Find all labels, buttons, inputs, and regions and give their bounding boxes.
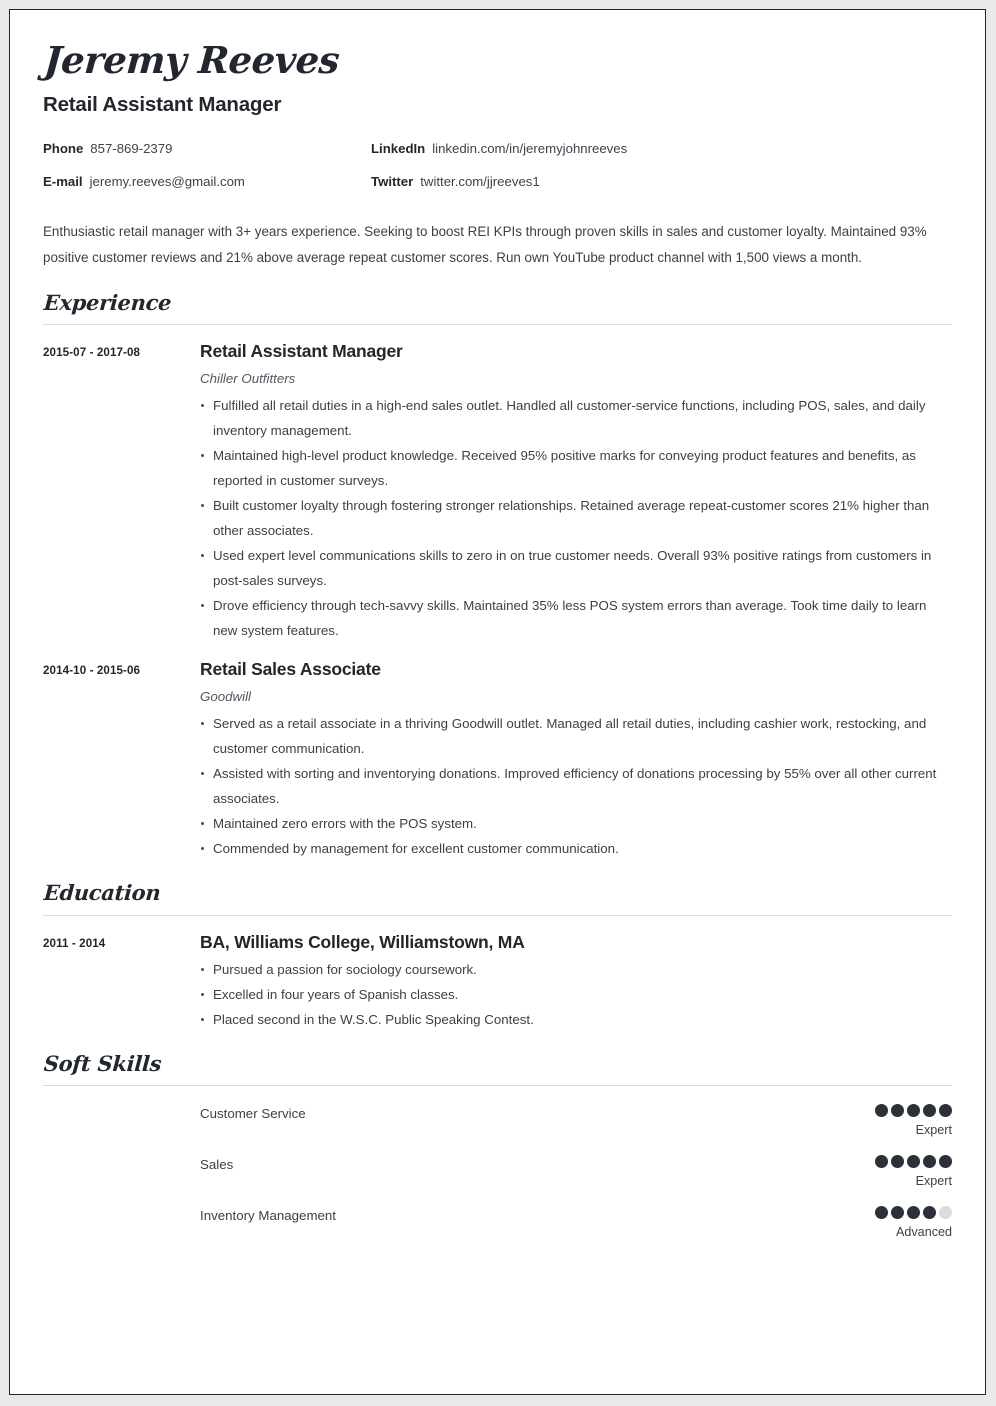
entry-body <box>200 932 952 1032</box>
rating-dot-filled <box>923 1155 936 1168</box>
skill-level-label: Advanced <box>895 1224 952 1239</box>
bullet-item: Fulfilled all retail duties in a high-end sales outlet. Handled all customer-service functions, including POS, sales, and daily inventory management. <box>200 393 952 443</box>
contact-label: Phone <box>43 141 84 156</box>
section-divider <box>43 324 952 325</box>
contact-value: 857-869-2379 <box>90 141 173 156</box>
skill-row <box>43 1206 952 1239</box>
contact-item-twitter[interactable] <box>371 174 540 189</box>
skill-level-label: Expert <box>915 1122 952 1137</box>
skill-label: Customer Service <box>200 1105 306 1121</box>
contact-row <box>43 141 952 174</box>
contact-value[interactable]: linkedin.com/in/jeremyjohnreeves <box>432 141 628 156</box>
education-entry <box>43 932 952 1032</box>
rating-dot-filled <box>939 1155 952 1168</box>
skill-dots <box>842 1155 952 1168</box>
rating-dot-filled <box>875 1104 888 1117</box>
bullet-item: Served as a retail associate in a thriving Goodwill outlet. Managed all retail duties, including cashier work, restocking, and customer communication. <box>200 711 952 761</box>
entry-company: Chiller Outfitters <box>200 371 296 387</box>
section-title-education: Education <box>43 880 162 906</box>
entry-date: 2015-07 - 2017-08 <box>43 346 141 360</box>
contact-value[interactable]: twitter.com/jjreeves1 <box>420 174 540 189</box>
rating-dot-filled <box>875 1206 888 1219</box>
rating-dot-filled <box>939 1104 952 1117</box>
rating-dot-filled <box>907 1104 920 1117</box>
rating-dot-filled <box>891 1104 904 1117</box>
bullet-item: Maintained zero errors with the POS system. <box>200 811 952 836</box>
section-experience <box>43 291 952 861</box>
bullet-item: Maintained high-level product knowledge. Received 95% positive marks for conveying product features and benefits, as reported in customer surveys. <box>200 443 952 493</box>
resume-page <box>9 9 986 1395</box>
rating-dot-filled <box>875 1155 888 1168</box>
candidate-headline: Retail Assistant Manager <box>43 93 282 116</box>
entry-degree: BA, Williams College, Williamstown, MA <box>200 931 525 952</box>
skill-rating <box>842 1206 952 1239</box>
bullet-item: Built customer loyalty through fostering stronger relationships. Retained average repeat-customer scores 21% higher than other associates. <box>200 493 952 543</box>
contact-item-phone <box>43 141 371 156</box>
section-title-experience: Experience <box>43 290 173 315</box>
skill-row <box>43 1104 952 1137</box>
section-education <box>43 881 952 1031</box>
contact-item-email[interactable] <box>43 174 371 189</box>
entry-bullet-list <box>200 711 952 861</box>
contact-label: LinkedIn <box>371 141 426 156</box>
skill-rating <box>842 1155 952 1188</box>
rating-dot-empty <box>939 1206 952 1219</box>
contact-details <box>43 141 952 207</box>
bullet-item: Assisted with sorting and inventorying donations. Improved efficiency of donations processing by 55% over all other current associates. <box>200 761 952 811</box>
contact-label: Twitter <box>371 174 414 189</box>
candidate-name: Jeremy Reeves <box>42 38 341 82</box>
section-divider <box>43 1085 952 1086</box>
entry-body <box>200 341 952 643</box>
rating-dot-filled <box>891 1155 904 1168</box>
entry-job-title: Retail Sales Associate <box>200 659 381 680</box>
resume-header <box>43 10 952 271</box>
skill-dots <box>842 1104 952 1117</box>
bullet-item: Drove efficiency through tech-savvy skills. Maintained 35% less POS system errors than average. Took time daily to learn new system features. <box>200 593 952 643</box>
bullet-item: Excelled in four years of Spanish classes. <box>200 982 952 1007</box>
entry-company: Goodwill <box>200 689 251 705</box>
skill-level-label: Expert <box>915 1173 952 1188</box>
experience-entry <box>43 659 952 861</box>
entry-body <box>200 659 952 861</box>
bullet-item: Commended by management for excellent customer communication. <box>200 836 952 861</box>
experience-entry <box>43 341 952 643</box>
entry-bullet-list <box>200 957 952 1032</box>
bullet-item: Used expert level communications skills to zero in on true customer needs. Overall 93% positive ratings from customers in post-sales surveys. <box>200 543 952 593</box>
rating-dot-filled <box>891 1206 904 1219</box>
skill-label: Sales <box>200 1156 234 1172</box>
contact-label: E-mail <box>43 174 83 189</box>
rating-dot-filled <box>907 1206 920 1219</box>
contact-value[interactable]: jeremy.reeves@gmail.com <box>89 174 245 189</box>
entry-date: 2011 - 2014 <box>43 936 106 950</box>
skill-dots <box>842 1206 952 1219</box>
contact-item-linkedin[interactable] <box>371 141 627 156</box>
entry-bullet-list <box>200 393 952 643</box>
section-divider <box>43 915 952 916</box>
entry-date: 2014-10 - 2015-06 <box>43 664 141 678</box>
rating-dot-filled <box>923 1104 936 1117</box>
skill-row <box>43 1155 952 1188</box>
professional-summary: Enthusiastic retail manager with 3+ years experience. Seeking to boost REI KPIs through proven skills in sales and customer loyalty. Maintained 93% positive customer reviews and 21% above average repeat customer scores. Run own YouTube product channel with 1,500 views a month. <box>43 224 927 265</box>
contact-row <box>43 174 952 207</box>
entry-job-title: Retail Assistant Manager <box>200 341 403 362</box>
section-soft-skills <box>43 1052 952 1239</box>
section-title-soft-skills: Soft Skills <box>43 1050 163 1076</box>
rating-dot-filled <box>907 1155 920 1168</box>
rating-dot-filled <box>923 1206 936 1219</box>
skill-rating <box>842 1104 952 1137</box>
bullet-item: Pursued a passion for sociology coursework. <box>200 957 952 982</box>
skill-label: Inventory Management <box>200 1207 337 1223</box>
bullet-item: Placed second in the W.S.C. Public Speaking Contest. <box>200 1007 952 1032</box>
